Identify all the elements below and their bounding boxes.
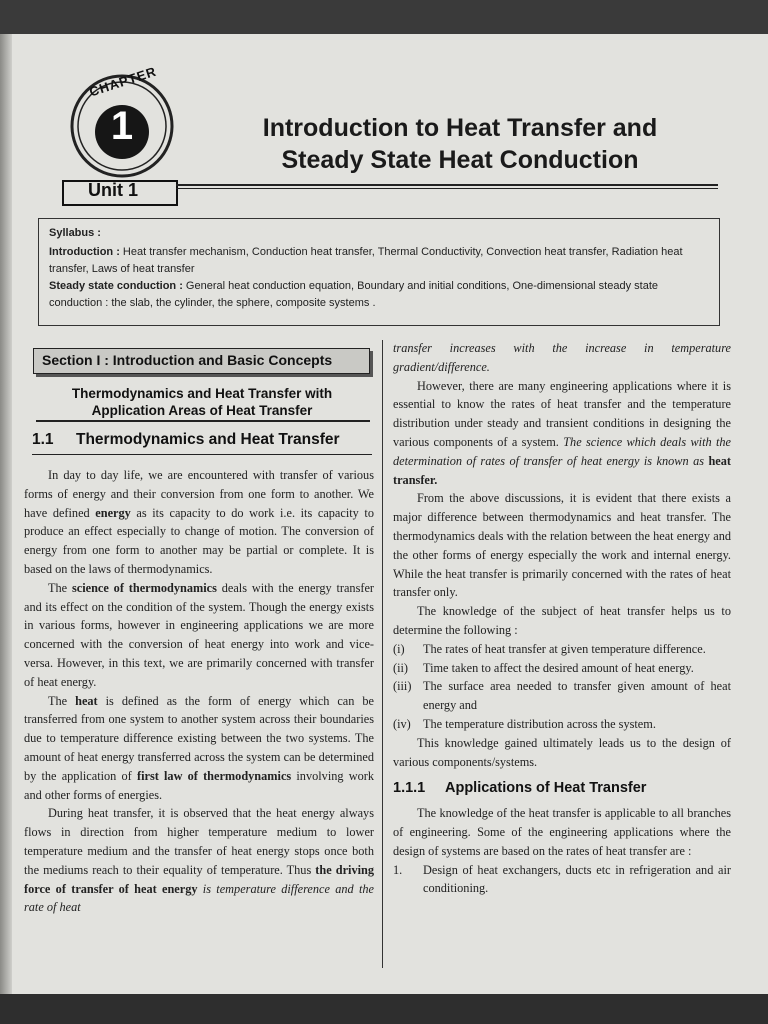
heading-1-1-rule (32, 454, 372, 455)
left-paragraph-2 (24, 579, 374, 692)
list-text: The temperature distribution across the system. (423, 716, 656, 731)
right-continuation (393, 339, 731, 377)
list-marker: (iii) (393, 679, 412, 694)
heading-1-1-number: 1.1 (32, 431, 54, 448)
subheading-rule (36, 420, 370, 422)
bold-term: energy (95, 505, 131, 520)
heading-1-1-1-number: 1.1.1 (393, 780, 426, 797)
right-column (393, 339, 731, 898)
chapter-number: 1 (110, 104, 134, 148)
list-text: The rates of heat transfer at given temperature difference. (423, 641, 706, 656)
bold-term: first law of thermodynamics (136, 768, 292, 783)
syllabus-steady (49, 278, 709, 312)
syllabus-steady-label: Steady state conduction : (49, 280, 183, 292)
list-item (393, 677, 731, 715)
right-paragraph-4: This knowledge gained ultimately leads us to the design of various components/systems. (393, 735, 731, 769)
chapter-title (200, 112, 720, 176)
right-paragraph-2: From the above discussions, it is evident that there exists a major difference between thermodynamics and heat transfer. The thermodynamics deals with the relation between the heat energy and the other forms of energy especially the work and internal energy. While the heat transfer is primarily concerned with the rates of heat transfer only. (393, 491, 731, 600)
bold-term: heat transfer. (393, 453, 731, 487)
syllabus-intro-label: Introduction : (49, 246, 120, 258)
title-rule (176, 184, 718, 186)
list-marker: (iv) (393, 716, 411, 731)
text-run: However, there are many engineering applications where it is essential to know the rates of heat transfer and the temperature distribution under steady and transient conditions in designing the various components of a system. (393, 378, 731, 449)
syllabus-intro (49, 244, 709, 278)
book-page (0, 34, 768, 994)
list-text: The surface area needed to transfer given amount of heat energy and (423, 679, 731, 713)
list-marker: (i) (393, 641, 405, 656)
list-text: Design of heat exchangers, ducts etc in refrigeration and air conditioning. (423, 862, 731, 896)
syllabus-steady-text: General heat conduction equation, Boundary and initial conditions, One-dimensional steady state conduction : the slab, the cylinder, the sphere, composite systems . (49, 280, 658, 309)
syllabus-intro-text: Heat transfer mechanism, Conduction heat transfer, Thermal Conductivity, Convection heat transfer, Radiation heat transfer, Laws of heat transfer (49, 246, 683, 275)
chapter-title-line2: Steady State Heat Conduction (281, 146, 639, 174)
italic-run: transfer increases with the increase in temperature gradient/difference. (393, 341, 731, 374)
subheading-line2: Application Areas of Heat Transfer (91, 403, 313, 418)
text-run: is defined as the form of energy which can be transferred from one system to another system across their boundaries due to temperature difference existing between the two systems. The amount of heat energy transferred across the system can be determined by the application of (24, 693, 374, 783)
syllabus-box (38, 218, 720, 326)
text-run: During heat transfer, it is observed that the heat energy always flows in direction from higher temperature medium to lower temperature medium and the transfer of heat energy stops once both the mediums reach to their equality of temperature. Thus (24, 806, 374, 877)
bold-term: science of thermodynamics (71, 580, 217, 595)
subheading-line1: Thermodynamics and Heat Transfer with (71, 386, 333, 401)
italic-run: The science which deals with the determination of rates of transfer of heat energy is known as (393, 434, 731, 468)
syllabus-heading: Syllabus : (49, 227, 101, 239)
list-text: Time taken to affect the desired amount of heat energy. (423, 660, 694, 675)
left-paragraph-4 (24, 804, 374, 917)
list-marker: 1. (393, 862, 403, 877)
background-shadow (0, 994, 768, 1024)
unit-label: Unit 1 (88, 180, 139, 200)
title-rule-thin (176, 188, 718, 189)
section-title: Section I : Introduction and Basic Concepts (33, 348, 370, 374)
heading-1-1-1 (393, 779, 731, 798)
text-run: as its capacity to do work i.e. its capacity to produce an effect especially to change of motion. The conversion of energy from one form to another may be partial or complete. It is based on the laws of thermodynamics. (24, 505, 374, 576)
application-item (393, 861, 731, 899)
heading-1-1 (32, 431, 376, 449)
right-paragraph-3: The knowledge of the subject of heat transfer helps us to determine the following : (393, 604, 731, 637)
right-paragraph-5: The knowledge of the heat transfer is applicable to all branches of engineering. Some of the engineering applications where the design of systems are based on the rates of heat transfer are : (393, 806, 731, 858)
right-paragraph-1 (393, 377, 731, 490)
column-divider (382, 340, 383, 968)
list-item (393, 659, 731, 678)
left-column (24, 466, 374, 917)
page-spine (0, 34, 12, 994)
bold-term: the driving force of transfer of heat energy (24, 862, 375, 896)
left-paragraph-1 (24, 466, 374, 579)
text-run: deals with the energy transfer and its effect on the condition of the system. Though the energy exists in various forms, however in engineering applications we are more concerned with the conversion of heat energy into work and vice-versa. However, in this text, we are primarily concerned with transfer of heat energy. (24, 580, 375, 689)
heading-1-1-1-text: Applications of Heat Transfer (445, 780, 647, 797)
text-run: The (48, 693, 76, 708)
heading-1-1-text: Thermodynamics and Heat Transfer (76, 431, 340, 448)
text-run: In day to day life, we are encountered with transfer of various forms of energy and their conversion from one form to another. We have defined (24, 468, 374, 520)
list-marker: (ii) (393, 660, 409, 675)
subheading (30, 385, 374, 419)
text-run: The (48, 580, 72, 595)
italic-run: is temperature difference and the rate of heat (24, 881, 374, 915)
list-item (393, 640, 731, 659)
left-paragraph-3 (24, 692, 374, 805)
list-item (393, 715, 731, 734)
bold-term: heat (75, 693, 98, 708)
text-run: involving work and other forms of energies. (24, 768, 374, 802)
chapter-label: CHAPTER (87, 63, 159, 100)
chapter-title-line1: Introduction to Heat Transfer and (262, 114, 658, 142)
